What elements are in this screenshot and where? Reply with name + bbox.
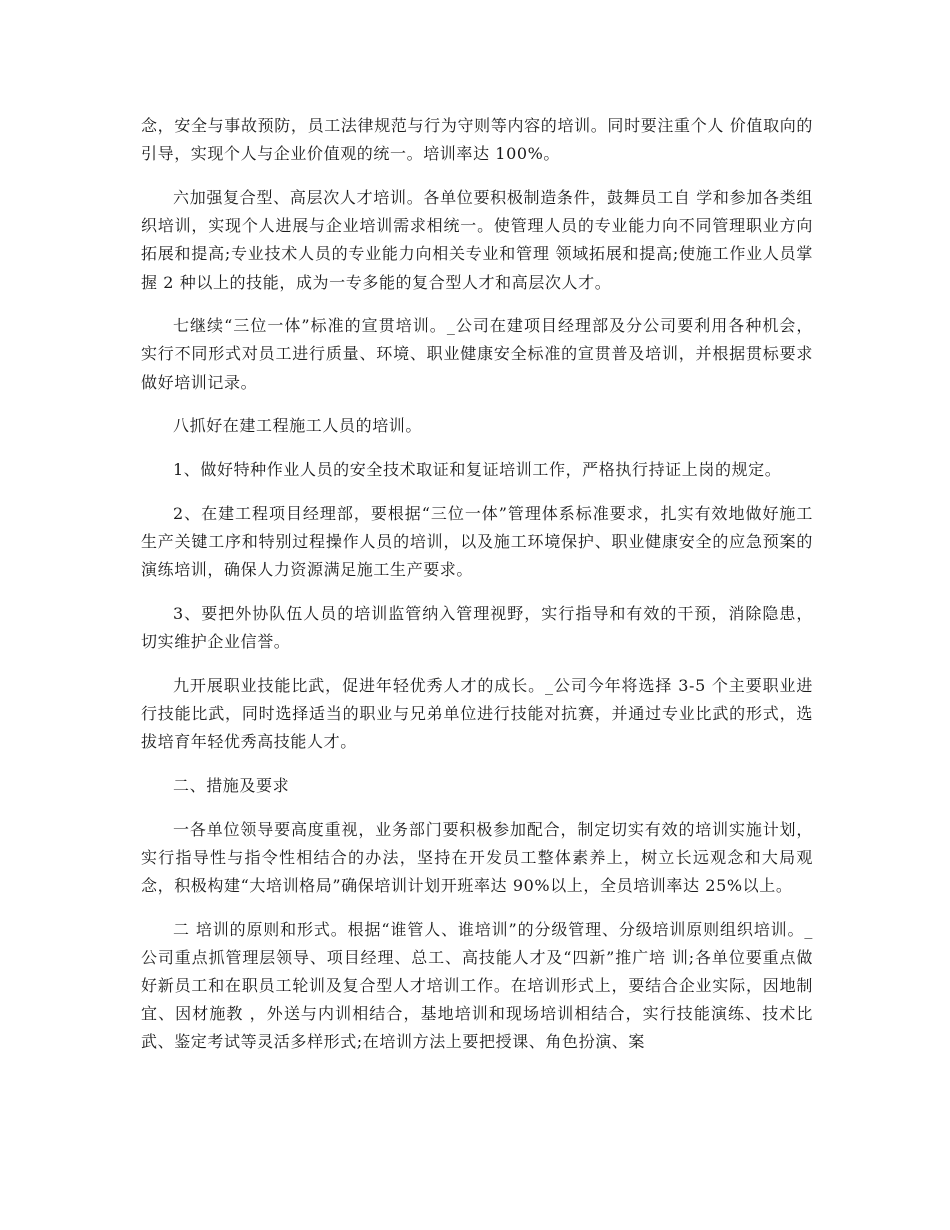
paragraph-item-7: 七继续“三位一体”标准的宣贯培训。_公司在建项目经理部及分公司要利用各种机会，实行不同形式对员工进行质量、环境、职业健康安全标准的宣贯普及培训，并根据贯标要求做好培训记录。 [141,316,813,392]
paragraph-subitem-3: 3、要把外协队伍人员的培训监管纳入管理视野，实行指导和有效的干预，消除隐患，切实维护企业信誉。 [141,603,813,652]
paragraph-item-8: 八抓好在建工程施工人员的培训。 [173,416,423,436]
section-heading: 二、措施及要求 [173,775,290,795]
paragraph-measure-2: 二 培训的原则和形式。根据“谁管人、谁培训”的分级管理、分级培训原则组织培训。_公司重点抓管理层领导、项目经理、总工、高技能人才及“四新”推广培 训;各单位要重点做好新员工和在职员工轮训及复合型人才培训工作。在培训形式上，要结合企业实际，因地制宜、因材施教 ，外送与内训相结合，基地培训和现场培训相结合，实行技能演练、技术比武、鉴定考试等灵活多样形式;在培训方法上要把授课、角色扮演、案 [141,919,813,1052]
paragraph-subitem-2: 2、在建工程项目经理部，要根据“三位一体”管理体系标准要求，扎实有效地做好施工生产关键工序和特别过程操作人员的培训，以及施工环境保护、职业健康安全的应急预案的演练培训，确保人力资源满足施工生产要求。 [141,503,813,580]
paragraph-subitem-1: 1、做好特种作业人员的安全技术取证和复证培训工作，严格执行持证上岗的规定。 [173,460,782,480]
paragraph-item-9: 九开展职业技能比武，促进年轻优秀人才的成长。_公司今年将选择 3-5 个主要职业进行技能比武，同时选择适当的职业与兄弟单位进行技能对抗赛，并通过专业比武的形式，选拔培育年轻优秀高技能人才。 [141,675,813,752]
paragraph-continuation: 念，安全与事故预防，员工法律规范与行为守则等内容的培训。同时要注重个人 价值取向的引导，实现个人与企业价值观的统一。培训率达 100%。 [141,116,813,164]
paragraph-measure-1: 一各单位领导要高度重视，业务部门要积极参加配合，制定切实有效的培训实施计划，实行指导性与指令性相结合的办法，坚持在开发员工整体素养上，树立长远观念和大局观念，积极构建“大培训格局”确保培训计划开班率达 90%以上，全员培训率达 25%以上。 [141,819,813,895]
document-body [141,112,813,1072]
paragraph-item-6: 六加强复合型、高层次人才培训。各单位要积极制造条件，鼓舞员工自 学和参加各类组织培训，实现个人进展与企业培训需求相统一。使管理人员的专业能力向不同管理职业方向拓展和提高;专业技术人员的专业能力向相关专业和管理 领域拓展和提高;使施工作业人员掌握 2 种以上的技能，成为一专多能的复合型人才和高层次人才。 [141,187,813,292]
